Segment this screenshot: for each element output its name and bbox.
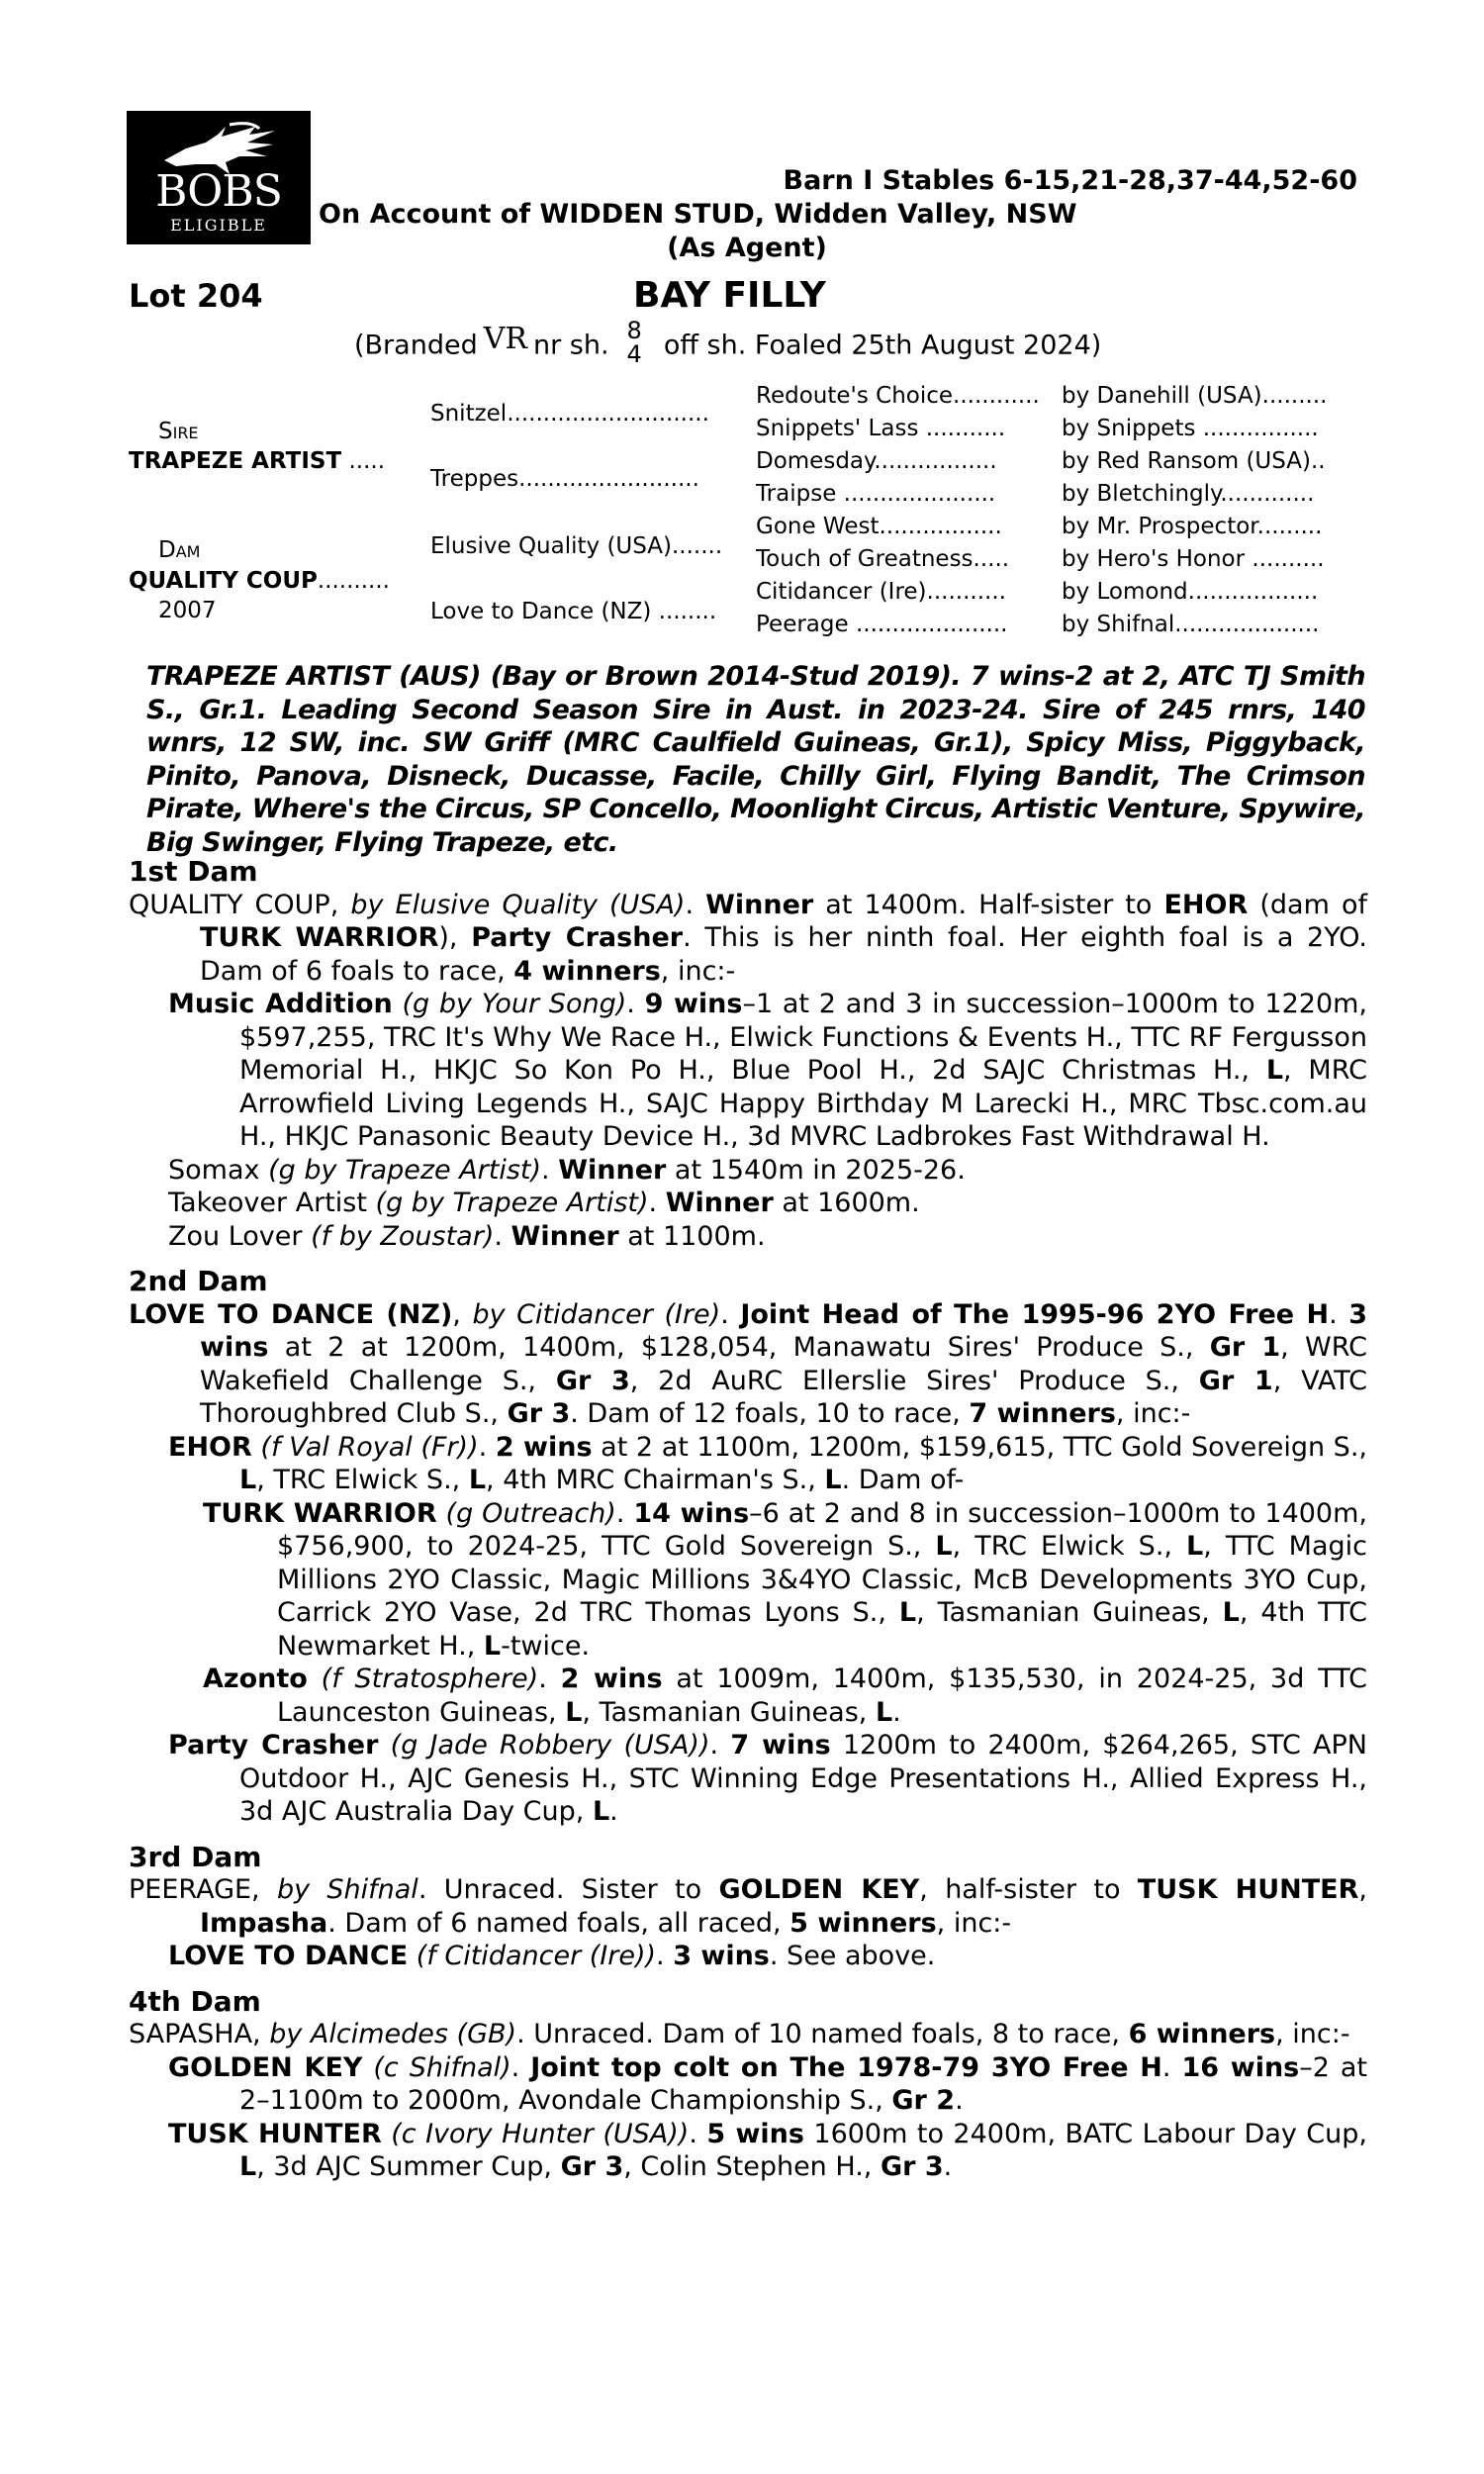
gen3-row: Domesday................. [756,448,997,474]
gen3-row: Gone West................. [756,514,1002,539]
gen3-row: Peerage ..................... [756,612,1008,637]
text-run: (c Ivory Hunter (USA)) [391,2118,690,2149]
text-run [382,2119,391,2149]
text-run: . [1329,1298,1349,1330]
text-run: L [468,1465,487,1495]
text-run: 14 wins [633,1497,750,1529]
text-run: . Dam of 12 foals, 10 to race, [570,1398,970,1429]
dam-entry [129,1873,1367,1940]
text-run: Somax [168,1154,269,1186]
text-run: Winner [510,1220,619,1252]
text-run: . [1161,2051,1182,2083]
text-run: , [452,1298,473,1330]
text-run: Gr 3 [880,2151,944,2182]
progeny-entry [129,1663,1367,1729]
dam-entry [129,889,1367,989]
text-run: 1600m to 2400m, BATC Labour Day Cup, [803,2118,1367,2149]
text-run: at 1100m. [618,1220,766,1252]
text-run: Winner [665,1188,774,1218]
text-run: . [720,1298,741,1330]
text-run [393,989,403,1019]
text-run: , VATC Thoroughbred Club S., [200,1365,1367,1429]
text-run: 2 wins [560,1664,663,1694]
agent-text: (As Agent) [667,233,827,263]
sire-label: Sire [158,419,199,444]
text-run: , MRC Arrowfield Living Legends H., SAJC Happy Birthday M Larecki H., MRC Tbsc.com.au H., HKJC Panasonic Beauty Device H., 3d MVRC Ladbrokes Fast Withdrawal H. [239,1055,1367,1152]
text-run: LOVE TO DANCE (NZ) [129,1298,453,1330]
text-run: , inc:- [1275,2019,1350,2049]
text-run: , TRC Elwick S., [256,1465,469,1495]
text-run: Winner [558,1154,667,1186]
text-run: at 1009m, 1400m, $135,530, in 2024-25, 3d TTC Launceston Guineas, [277,1664,1367,1728]
text-run: Party Crasher [168,1730,379,1760]
section-heading: 4th Dam [129,1984,261,2018]
text-run: , [329,889,351,920]
text-run: . [943,2151,953,2182]
text-run: . [609,1796,618,1827]
text-run: . [615,1497,634,1529]
text-run: -twice. [501,1630,591,1662]
dam-entry [129,1298,1367,1431]
text-run: , 2d AuRC Ellerslie Sires' Produce S., [629,1365,1199,1396]
gen2-sire-dam: Treppes......................... [430,466,699,492]
text-run: GOLDEN KEY [718,1874,920,1905]
text-run: ), [438,922,472,953]
text-run: . [892,1696,901,1728]
text-run: (c Shifnal) [373,2051,511,2083]
dam-name: QUALITY COUP [129,568,318,594]
gen3-row: Redoute's Choice............ [756,383,1040,409]
text-run: L [239,1465,257,1495]
branded-suffix: off sh. Foaled 25th August 2024) [663,330,1102,361]
sire-name-row [129,447,385,476]
gen4-row: by Hero's Honor .......... [1062,546,1325,572]
text-run: (g by Your Song) [402,989,627,1019]
agent-note [0,232,1484,265]
text-run: at 1600m. [773,1188,920,1218]
text-run: (g by Trapeze Artist) [268,1154,542,1186]
text-run: TUSK HUNTER [1137,1874,1359,1905]
text-run: , 3d AJC Summer Cup, [256,2151,561,2182]
gen3-row: Traipse ..................... [756,481,996,507]
text-run: . Unraced. Dam of 10 named foals, 8 to race, [516,2019,1129,2049]
text-run: L [483,1630,502,1662]
brand-number-top: 8 [626,317,642,344]
text-run: 16 wins [1181,2051,1300,2083]
sire-summary: TRAPEZE ARTIST (AUS) (Bay or Brown 2014-Stud 2019). 7 wins-2 at 2, ATC TJ Smith S., Gr.1. Leading Second Season Sire in Aust. in 2023-24. Sire of 245 rnrs, 140 wnrs, 12 SW, inc. SW Griff (MRC Caulfield Guineas, Gr.1), Spicy Miss, Piggyback, Pinito, Panova, Disneck, Ducasse, Facile, Chilly Girl, Flying Bandit, The Crimson Pirate, Where's the Circus, SP Concello, Moonlight Circus, Artistic Venture, Spywire, Big Swinger, Flying Trapeze, etc. [146,661,1365,858]
text-run: , 4th MRC Chairman's S., [486,1465,825,1495]
text-run: , [251,1874,277,1905]
text-run: Gr 1 [1209,1332,1281,1363]
text-run: by Citidancer (Ire) [472,1298,721,1330]
text-run: , inc:- [660,955,736,987]
progeny-entry [129,1431,1367,1497]
text-run: , WRC Wakefield Challenge S., [200,1332,1368,1396]
text-run: L [239,2151,257,2182]
text-run: , TRC Elwick S., [952,1531,1187,1562]
text-run: –6 at 2 and 8 in succession–1000m to 1400m, $756,900, to 2024-25, TTC Gold Sovereign S., [277,1497,1367,1562]
brand-mark-icon: VR [483,321,527,356]
text-run: 4 winners [513,955,661,987]
text-run: 7 wins [730,1730,831,1760]
text-run: , inc:- [936,1907,1012,1939]
gen2-dam-dam: Love to Dance (NZ) ........ [430,599,717,624]
text-run: . [689,2118,707,2149]
text-run: L [1265,1055,1284,1086]
text-run: , [252,2019,270,2049]
text-run: by Shifnal [276,1874,418,1905]
text-run [437,1498,446,1529]
text-run: (dam of [1248,889,1367,920]
text-run: , Tasmanian Guineas, [582,1696,876,1728]
text-run: SAPASHA [129,2019,253,2049]
progeny-entry [129,1187,1367,1220]
text-run: (f Val Royal (Fr)) [260,1431,479,1463]
text-run: . [955,2085,964,2116]
text-run: LOVE TO DANCE [168,1941,409,1971]
text-run: L [1222,1597,1240,1628]
text-run: by Alcimedes (GB) [269,2019,517,2049]
brand-number-bottom: 4 [626,340,642,368]
vendor-account: On Account of WIDDEN STUD, Widden Valley, NSW [319,199,1077,230]
logo-brand-text: BOBS [155,166,282,217]
brand-number [627,319,642,366]
text-run: . Unraced. Sister to [417,1874,719,1905]
barn-location: Barn I Stables 6-15,21-28,37-44,52-60 [783,165,1357,196]
text-run: . [709,1730,731,1760]
text-run [378,1730,390,1760]
text-run: L [592,1796,610,1827]
brand-foaling-line [354,317,1102,370]
progeny-entry [129,1220,1367,1254]
text-run: , half-sister to [919,1874,1138,1905]
text-run: Winner [705,889,814,920]
text-run: at 2 at 1200m, 1400m, $128,054, Manawatu Sires' Produce S., [268,1332,1210,1363]
text-run: L [875,1696,893,1728]
text-run: , Colin Stephen H., [623,2151,881,2182]
family-sections [129,855,1367,2184]
text-run: 9 wins [644,989,743,1019]
gen3-row: Citidancer (Ire)........... [756,579,1006,605]
text-run: Impasha [200,1907,328,1939]
text-run: . Dam of 6 named foals, all raced, [327,1907,790,1939]
text-run: Joint Head of The 1995-96 2YO Free H [740,1298,1330,1330]
text-run: QUALITY COUP [129,889,330,920]
gen4-row: by Lomond.................. [1062,579,1319,605]
text-run: (g Outreach) [445,1497,616,1529]
text-run: 3 wins [673,1941,770,1971]
text-run: TURK WARRIOR [203,1497,437,1529]
progeny-entry [129,1497,1367,1664]
text-run: TURK WARRIOR [200,922,439,953]
text-run: . [541,1154,559,1186]
text-run: , inc:- [1115,1398,1191,1429]
text-run [308,1664,322,1694]
text-run: Gr 2 [891,2085,956,2116]
text-run: L [1186,1531,1204,1562]
gen3-row: Snippets' Lass ........... [756,416,1006,441]
text-run [408,1941,417,1971]
text-run: . [626,989,645,1019]
text-run: at 1540m in 2025-26. [666,1154,966,1186]
gen4-row: by Bletchingly............. [1062,481,1315,507]
text-run: , Tasmanian Guineas, [916,1597,1223,1628]
text-run: EHOR [1163,889,1249,920]
gen4-row: by Danehill (USA)......... [1062,383,1328,409]
text-run: 6 winners [1128,2019,1276,2049]
text-run: Music Addition [168,989,393,1019]
text-run: . This is her ninth foal. Her eighth foal is a 2YO. Dam of 6 foals to race, [200,922,1367,987]
dam-section [129,855,1367,1253]
text-run: EHOR [168,1431,252,1463]
text-run: , [1358,1874,1368,1905]
text-run: TUSK HUNTER [168,2118,382,2149]
text-run: Zou Lover [168,1220,312,1252]
text-run: 7 winners [969,1398,1116,1429]
progeny-entry [129,988,1367,1154]
text-run: (f Citidancer (Ire)) [416,1941,657,1971]
text-run: Gr 3 [555,1365,630,1396]
text-run: 2 wins [495,1431,593,1463]
text-run: GOLDEN KEY [168,2051,363,2083]
text-run: Gr 3 [507,1398,571,1429]
gen2-sire-sire: Snitzel............................ [430,401,709,427]
gen3-row: Touch of Greatness..... [756,546,1010,572]
text-run: (g Jade Robbery (USA)) [390,1730,710,1760]
progeny-entry [129,1154,1367,1188]
text-run: . [656,1941,674,1971]
text-run: at 2 at 1100m, 1200m, $159,615, TTC Gold Sovereign S., [592,1431,1367,1463]
text-run: . [510,2051,531,2083]
text-run: L [824,1465,842,1495]
dam-section [129,1985,1367,2184]
text-run: , 4th TTC Newmarket H., [277,1597,1367,1662]
branded-mid: nr sh. [532,330,609,361]
progeny-entry [129,1940,1367,1973]
text-run: Gr 1 [1198,1365,1273,1396]
text-run: 3 wins [200,1298,1367,1363]
text-run: L [898,1597,917,1628]
text-run: –2 at 2–1100m to 2000m, Avondale Championship S., [239,2051,1368,2116]
gen4-row: by Shifnal.................... [1062,612,1320,637]
text-run: Azonto [203,1664,308,1694]
branded-prefix: (Branded [354,330,478,361]
sire-name: TRAPEZE ARTIST [129,448,342,474]
bobs-eligible-logo [127,111,311,244]
sire-dots: ..... [341,448,386,474]
text-run: at 1400m. Half-sister to [813,889,1164,920]
dam-dots: .......... [317,568,390,594]
text-run: Takeover Artist [168,1188,376,1218]
text-run: . [494,1220,511,1252]
text-run: . [648,1188,666,1218]
section-heading: 2nd Dam [129,1265,268,1297]
gen4-row: by Snippets ................ [1062,416,1319,441]
text-run: . [538,1664,561,1694]
gen4-row: by Red Ransom (USA).. [1062,448,1326,474]
text-run: Joint top colt on The 1978-79 3YO Free H [530,2051,1162,2083]
text-run: . [478,1431,496,1463]
text-run: by Elusive Quality (USA) [350,889,686,920]
text-run: , TTC Magic Millions 2YO Classic, Magic Millions 3&4YO Classic, McB Developments 3YO Cup, Carrick 2YO Vase, 2d TRC Thomas Lyons S., [277,1531,1367,1628]
gen2-dam-sire: Elusive Quality (USA)....... [430,533,723,559]
text-run: 5 wins [706,2118,804,2149]
progeny-entry [129,1729,1367,1829]
dam-entry [129,2018,1367,2051]
section-heading: 3rd Dam [129,1840,262,1873]
text-run: . Dam of- [841,1465,965,1495]
text-run: 1200m to 2400m, $264,265, STC APN Outdoor H., AJC Genesis H., STC Winning Edge Presentations H., Allied Express H., 3d AJC Australia Day Cup, [239,1730,1367,1827]
dam-section [129,1841,1367,1973]
dam-section [129,1265,1367,1829]
dam-foaled-year: 2007 [158,598,217,623]
text-run [362,2052,373,2083]
text-run: Party Crasher [471,922,684,953]
text-run: PEERAGE [129,1874,252,1905]
horse-description: BAY FILLY [633,275,826,316]
text-run: . [685,889,706,920]
dam-name-row [129,567,390,596]
text-run: (f Stratosphere) [321,1664,539,1694]
text-run: L [935,1531,953,1562]
text-run: –1 at 2 and 3 in succession–1000m to 1220m, $597,255, TRC It's Why We Race H., Elwick Functions & Events H., TTC RF Fergusson Memorial H., HKJC So Kon Po H., Blue Pool H., 2d SAJC Christmas H., [239,989,1368,1086]
text-run: (f by Zoustar) [311,1220,495,1252]
gen4-row: by Mr. Prospector......... [1062,514,1323,539]
text-run: (g by Trapeze Artist) [375,1188,649,1218]
text-run: Gr 3 [560,2151,624,2182]
section-heading: 1st Dam [129,855,258,888]
logo-sub-text: ELIGIBLE [170,216,267,235]
text-run: 5 winners [789,1907,937,1939]
dam-label: Dam [158,537,201,563]
text-run: L [565,1696,583,1728]
lot-number: Lot 204 [129,277,263,315]
text-run: . See above. [769,1941,936,1971]
progeny-entry [129,2051,1367,2118]
progeny-entry [129,2118,1367,2184]
